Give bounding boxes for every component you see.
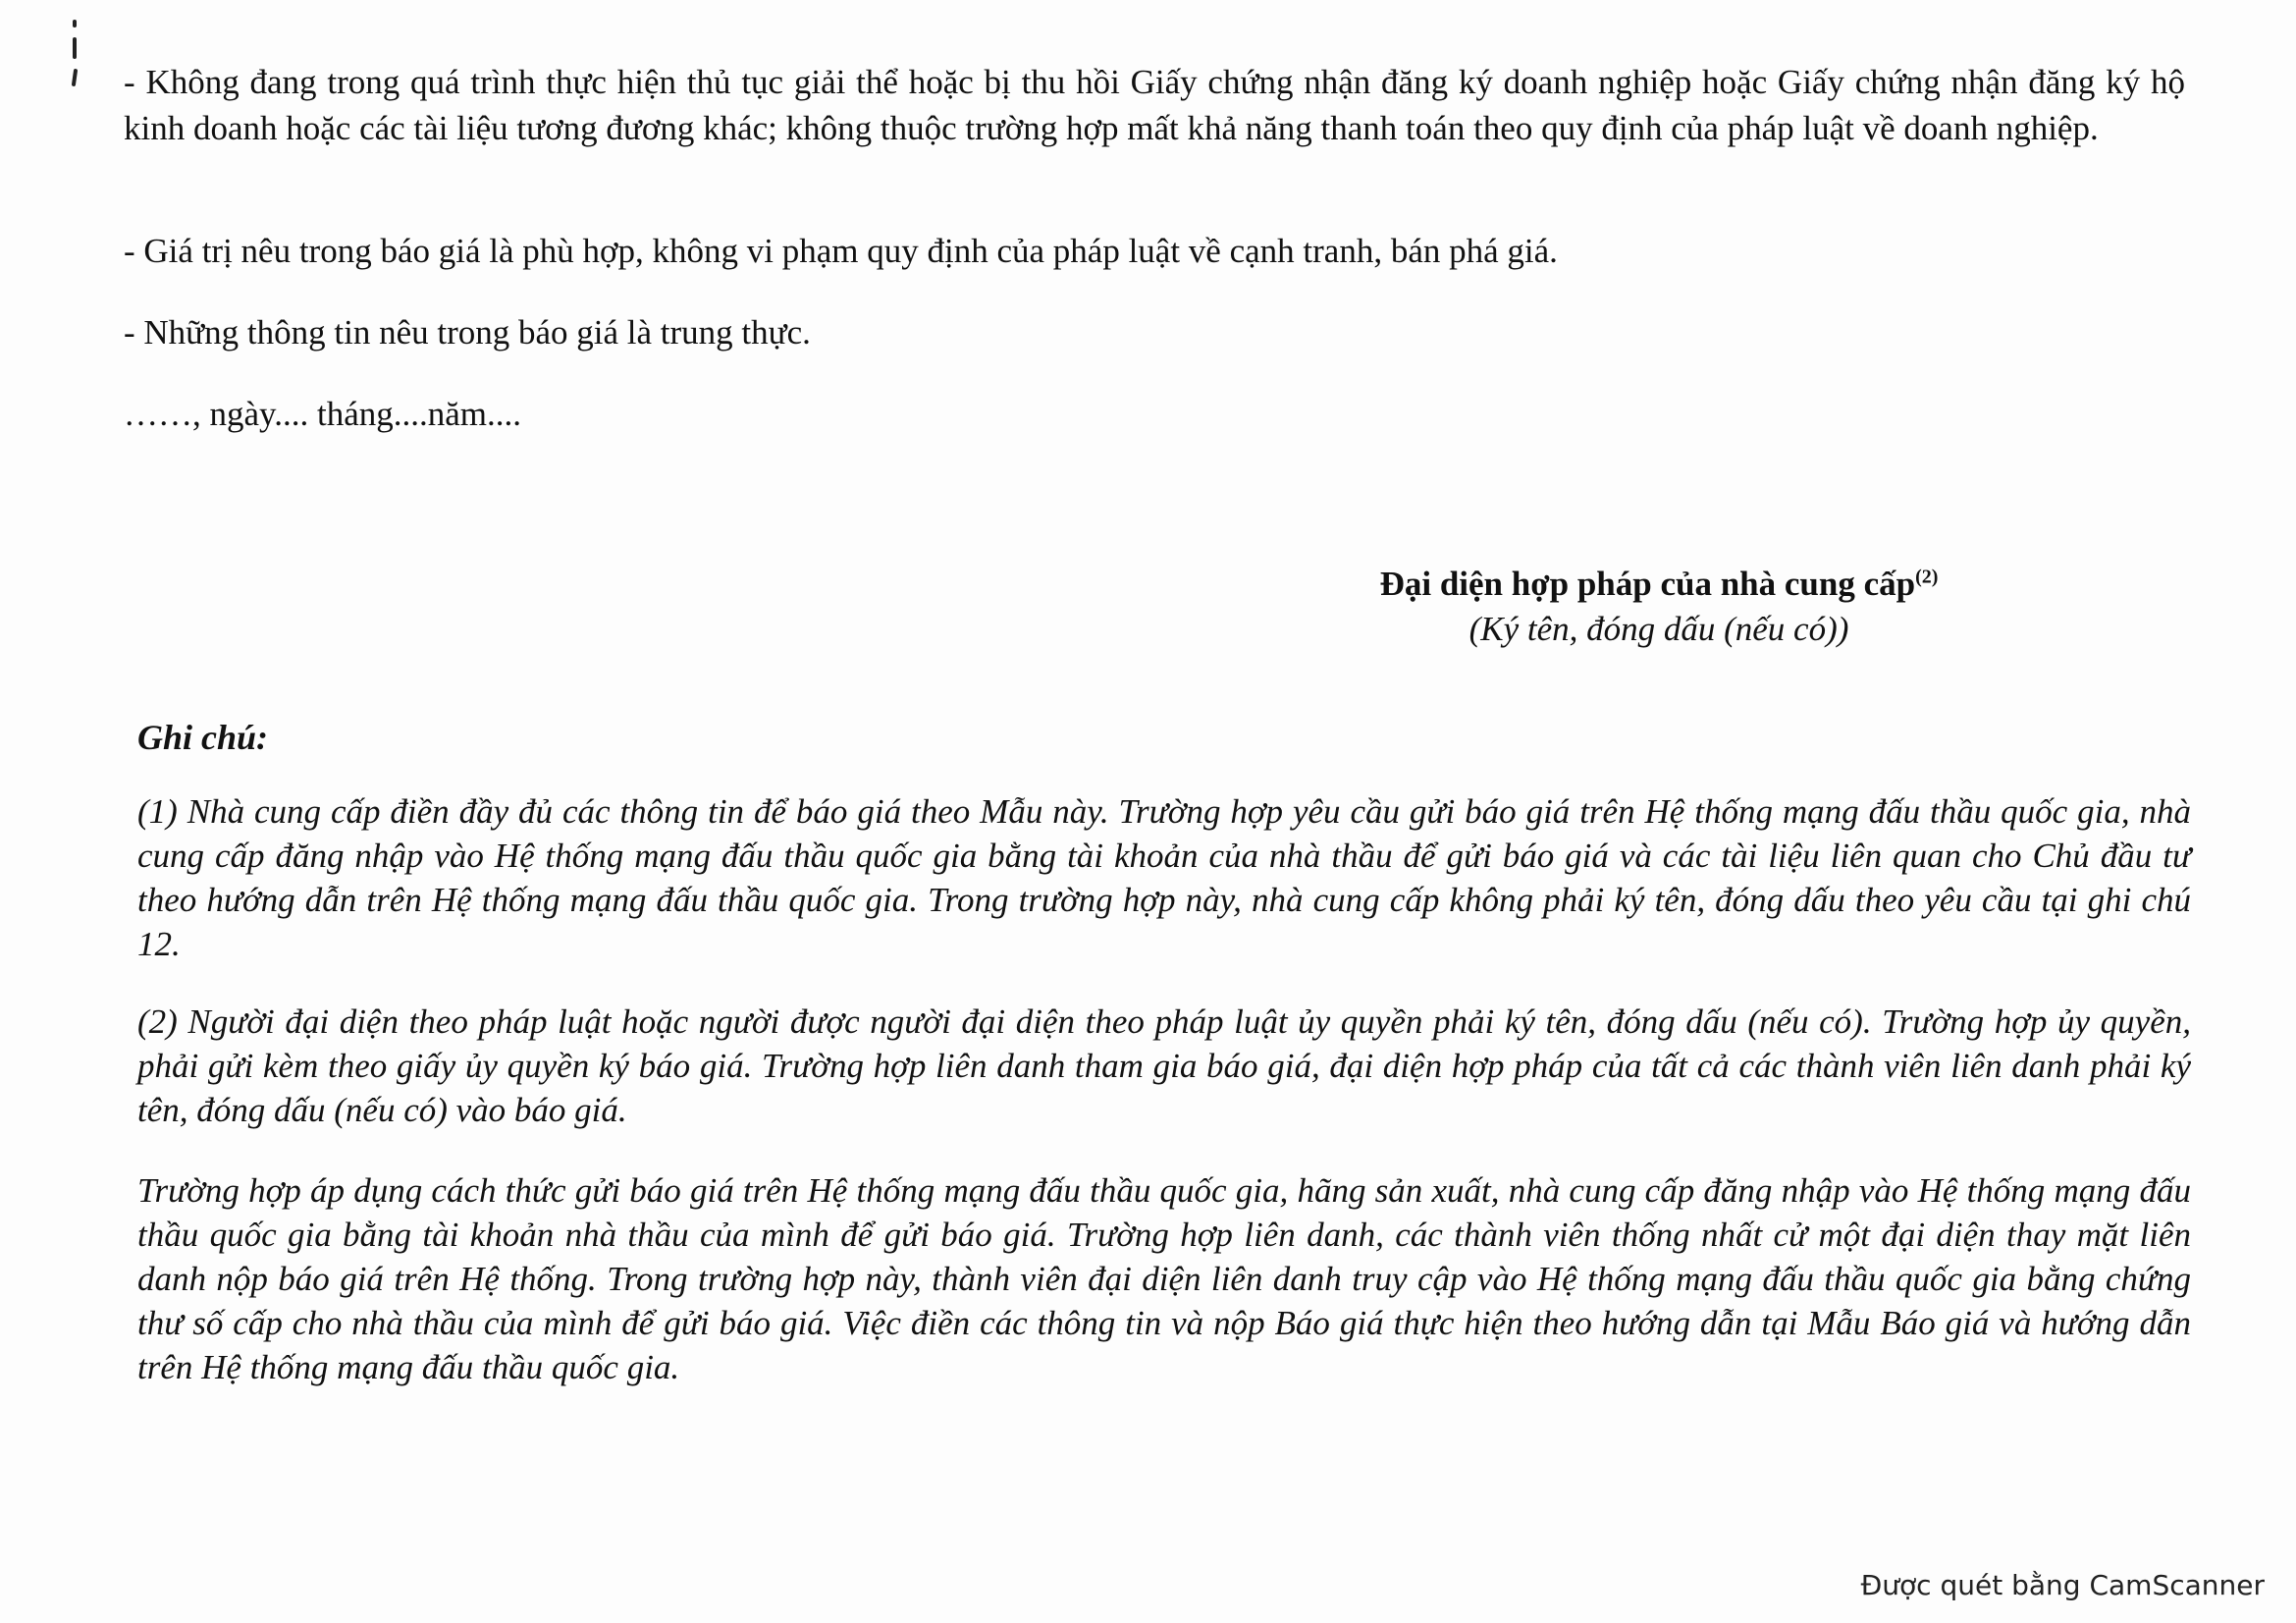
binding-mark — [73, 20, 79, 90]
signature-title-text: Đại diện hợp pháp của nhà cung cấp — [1379, 565, 1916, 603]
note-item-1: (1) Nhà cung cấp điền đầy đủ các thông tin để báo giá theo Mẫu này. Trường hợp yêu cầu gửi báo giá trên Hệ thống mạng đấu thầu quốc gia, nhà cung cấp đăng nhập vào Hệ thống mạng đấu thầu quốc gia bằng tài khoản của nhà thầu để gửi báo giá và các tài liệu liên quan cho Chủ đầu tư theo hướng dẫn trên Hệ thống mạng đấu thầu quốc gia. Trong trường hợp này, nhà cung cấp không phải ký tên, đóng dấu theo yêu cầu tại ghi chú 12. — [137, 792, 2191, 963]
note-item-3: Trường hợp áp dụng cách thức gửi báo giá trên Hệ thống mạng đấu thầu quốc gia, hãng sản xuất, nhà cung cấp đăng nhập vào Hệ thống mạng đấu thầu quốc gia bằng tài khoản nhà thầu của mình để gửi báo giá. Trường hợp liên danh, các thành viên thống nhất cử một đại diện thay mặt liên danh nộp báo giá trên Hệ thống. Trong trường hợp này, thành viên đại diện liên danh truy cập vào Hệ thống mạng đấu thầu quốc gia bằng chứng thư số cấp cho nhà thầu của mình để gửi báo giá. Việc điền các thông tin và nộp Báo giá thực hiện theo hướng dẫn tại Mẫu Báo giá và hướng dẫn trên Hệ thống mạng đấu thầu quốc gia. — [137, 1171, 2191, 1386]
notes-heading: Ghi chú: — [137, 718, 269, 757]
signature-block — [1217, 562, 2101, 652]
eligibility-statement-truthful: - Những thông tin nêu trong báo giá là trung thực. — [124, 313, 811, 352]
signature-title — [1217, 562, 2101, 607]
signature-footnote-ref: (2) — [1915, 566, 1939, 588]
note-item-2: (2) Người đại diện theo pháp luật hoặc người được người đại diện theo pháp luật ủy quyền phải ký tên, đóng dấu (nếu có). Trường hợp ủy quyền, phải gửi kèm theo giấy ủy quyền ký báo giá. Trường hợp liên danh tham gia báo giá, đại diện hợp pháp của tất cả các thành viên liên danh phải ký tên, đóng dấu (nếu có) vào báo giá. — [137, 1002, 2191, 1129]
eligibility-statement-dissolution: - Không đang trong quá trình thực hiện thủ tục giải thể hoặc bị thu hồi Giấy chứng nhận đăng ký doanh nghiệp hoặc Giấy chứng nhận đăng ký hộ kinh doanh hoặc các tài liệu tương đương khác; không thuộc trường hợp mất khả năng thanh toán theo quy định của pháp luật về doanh nghiệp. — [124, 63, 2185, 147]
eligibility-statement-pricing: - Giá trị nêu trong báo giá là phù hợp, không vi phạm quy định của pháp luật về cạnh tranh, bán phá giá. — [124, 232, 1558, 270]
date-line: ……, ngày.... tháng....năm.... — [124, 395, 522, 433]
signature-instruction: (Ký tên, đóng dấu (nếu có)) — [1468, 610, 1849, 648]
camscanner-watermark: Được quét bằng CamScanner — [1860, 1569, 2265, 1601]
